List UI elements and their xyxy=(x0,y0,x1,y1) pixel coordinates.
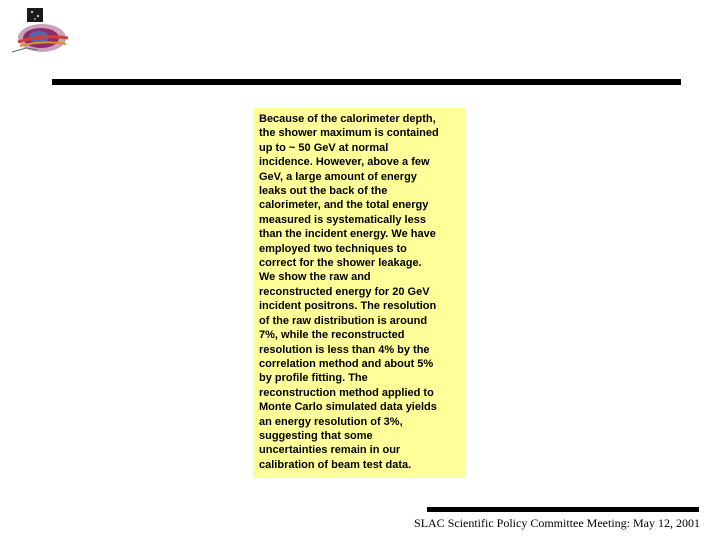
text-box xyxy=(253,108,465,478)
footer-text: SLAC Scientific Policy Committee Meeting: May 12, 2001 xyxy=(414,516,700,530)
mission-logo-icon xyxy=(8,6,74,56)
top-rule xyxy=(52,79,681,85)
bottom-rule xyxy=(427,507,699,512)
body-text: Because of the calorimeter depth, the shower maximum is contained up to ~ 50 GeV at normal incidence. However, above a few GeV, a large amount of energy leaks out the back of the calorimeter, and the total energy measured is systematically less than the incident energy. We have employed two techniques to correct for the shower leakage. We show the raw and reconstructed energy for 20 GeV incident positrons. The resolution of the raw distribution is around 7%, while the reconstructed resolution is less than 4% by the correlation method and about 5% by profile fitting. The reconstruction method applied to Monte Carlo simulated data yields an energy resolution of 3%, suggesting that some uncertainties remain in our calibration of beam test data. xyxy=(259,113,439,471)
